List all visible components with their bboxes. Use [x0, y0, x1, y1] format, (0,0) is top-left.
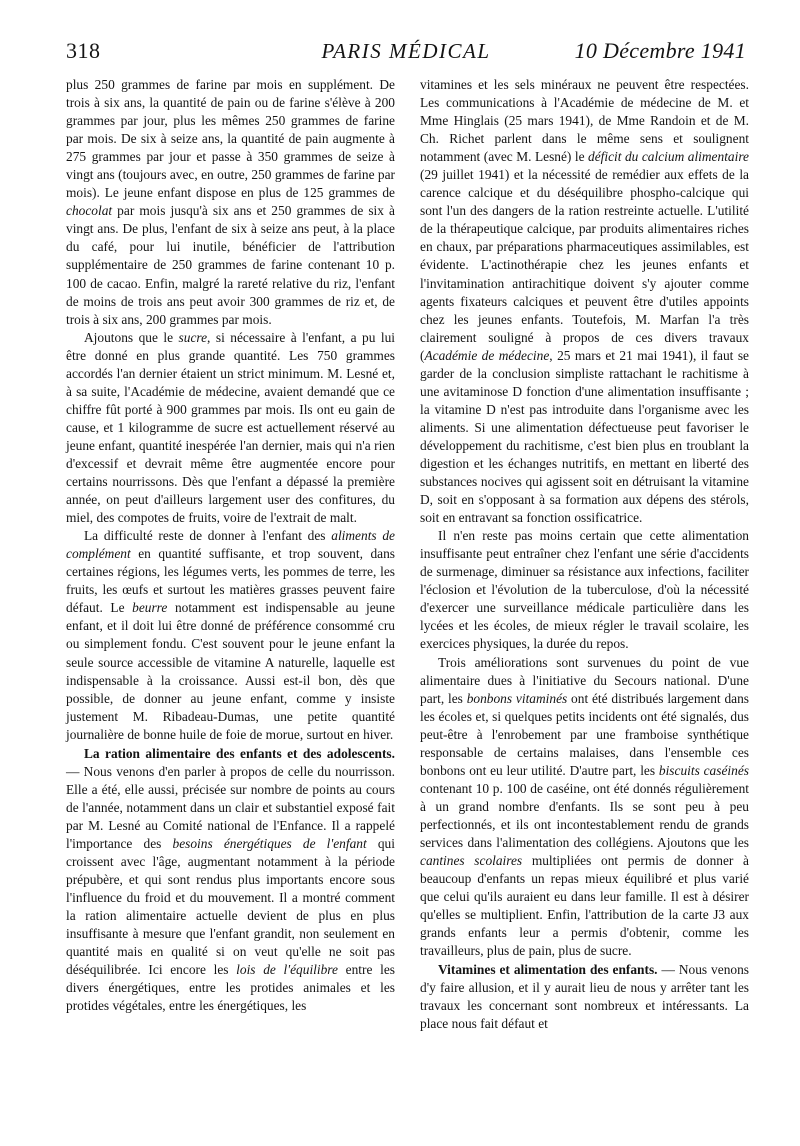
text-run: plus 250 grammes de farine par mois en supplément. De trois à six ans, la quantité de pain ou de farine s'élève à 200 grammes par jour, plus les mêmes 250 grammes de farine par mois. De six à seize ans, la quantité de pain augmente à 275 grammes par jour et passe à 350 grammes de seize à vingt ans (toujours avec, en outre, 250 grammes de farine par mois). Le jeune enfant dispose en plus de 125 grammes de	[66, 77, 395, 201]
text-run: La difficulté reste de donner à l'enfant des	[84, 528, 332, 544]
text-run: entre les divers énergétiques, entre les protides animales et les protides végétales, entre les énergétiques, les	[66, 962, 395, 1014]
italic-term: déficit du calcium alimentaire	[588, 149, 749, 165]
text-run: ont été distribués largement dans les écoles et, si quelques petits incidents ont été signalés, dus peut-être à l'enrobement par une framboise synthétique responsable de certains malaises, dans l'ensemble ces bonbons ont eu leur utilité. D'autre part, les	[420, 690, 749, 778]
text-run: — Nous venons d'en parler à propos de celle du nourrisson. Elle a été, elle aussi, précisée sur nombre de points au cours de l'année, notamment dans un clair et substantiel exposé fait par M. Lesné au Comité national de l'Enfance. Il a rappelé l'importance des	[66, 763, 395, 851]
text-run: (29 juillet 1941) et la nécessité de remédier aux effets de la carence calcique et du déséquilibre phospho-calcique qui sont l'un des dangers de la ration restreinte actuelle. L'utilité de la thérapeutique calcique, par produits alimentaires riches en chaux, par préparations pharmaceutiques assimilables, est évidente. L'actinothérapie chez les jeunes enfants et l'invitamination antirachitique doivent s'y ajouter comme agents fixateurs calciques et peuvent être d'utiles appoints chez les jeunes enfants. Toutefois, M. Marfan l'a très clairement souligné à propos de ces divers travaux (	[420, 167, 749, 363]
text-run: Il n'en reste pas moins certain que cette alimentation insuffisante peut entraîner chez l'enfant une série d'accidents de surmenage, diminuer sa résistance aux infections, faciliter l'éclosion et l'évolution de la tuberculose, d'où la nécessité d'exercer une surveillance médicale particulière dans les lycées et les écoles, de mieux régler le travail scolaire, les exercices physiques, la durée du repos.	[420, 528, 749, 652]
text-run: multipliées ont permis de donner à beaucoup d'enfants un repas mieux équilibré et plus varié que celui qu'ils auraient eu dans leur famille. Il est à désirer qu'elles se multiplient. Enfin, l'attribution de la carte J3 aux grands enfants leur a permis d'obtenir, comme les travailleurs, plus de pain, plus de sucre.	[420, 853, 749, 959]
italic-term: biscuits caséinés	[658, 762, 749, 778]
paragraph	[420, 527, 749, 653]
issue-date: 10 Décembre 1941	[574, 38, 746, 63]
text-run: vitamines et les sels minéraux ne peuvent être respectées. Les communications à l'Académie de médecine de M. et Mme Hinglais (25 mars 1941), de Mme Randoin et de M. Ch. Richet parlent dans le même sens et soulignent notamment (avec M. Lesné) le	[420, 77, 749, 165]
text-run: Trois améliorations sont survenues du point de vue alimentaire dues à l'initiative du Secours national. D'une part, les	[420, 654, 749, 706]
journal-title: PARIS MÉDICAL	[321, 39, 491, 63]
text-run: qui croissent avec l'âge, augmentant notamment à la période prépubère, et qui sont rendus plus importants encore sous l'influence du froid et du mouvement. Il a montré comment la ration alimentaire actuelle devient de plus en plus insuffisante à mesure que l'enfant grandit, non seulement en quantité mais en qualité si on veut qu'elle ne soit pas déséquilibrée. Ici encore les	[66, 835, 395, 978]
text-run: — Nous venons d'y faire allusion, et il y aurait lieu de nous y arrêter tant les travaux les concernant sont nombreux et intéressants. La place nous fait défaut et	[420, 962, 749, 1032]
text-run: en quantité suffisante, et trop souvent, dans certaines régions, les légumes verts, les pommes de terre, les fruits, les œufs et surtout les matières grasses peuvent faire défaut. Le	[66, 546, 395, 616]
page-header	[66, 38, 746, 68]
italic-term: beurre	[132, 600, 168, 616]
italic-term: chocolat	[66, 203, 113, 219]
italic-term: besoins énergétiques de l'enfant	[172, 835, 367, 851]
text-run: Ajoutons que le	[84, 329, 179, 345]
italic-term: lois de l'équilibre	[236, 962, 338, 978]
section-paragraph	[420, 961, 749, 1033]
text-run: contenant 10 p. 100 de caséine, ont été donnés régulièrement à un grand nombre d'enfants. Ils se sont peu à peu perfectionnés, et ils ont incontestablement rendu de grands services dans l'alimentation des collégiens. Ajoutons que les	[420, 780, 749, 850]
text-run: , 25 mars et 21 mai 1941), il faut se garder de la conclusion simpliste rattachant le rachitisme à une avitaminose D fonction d'une alimentation insuffisante ; la vitamine D n'est pas introduite dans l'organisme avec les aliments. Si une alimentation défectueuse peut favoriser le développement du rachitisme, c'est bien plus en troublant la digestion et les échanges nutritifs, en mettant en liberté des substances nocives qui agissent soit en détruisant la vitamine D, soit en s'opposant à sa formation aux dépens des stérols, soit en entravant sa fonction ossificatrice.	[420, 347, 749, 526]
section-heading: La ration alimentaire des enfants et des adolescents.	[84, 745, 395, 761]
right-column	[420, 76, 749, 1033]
section-paragraph	[66, 745, 395, 1016]
paragraph	[66, 527, 395, 744]
paragraph	[66, 76, 395, 329]
italic-term: sucre	[178, 329, 208, 345]
paragraph	[420, 76, 749, 527]
left-column	[66, 76, 395, 1015]
section-heading: Vitamines et alimentation des enfants.	[438, 962, 658, 978]
italic-term: aliments de complément	[66, 528, 395, 562]
italic-term: cantines scolaires	[420, 853, 523, 869]
page-number: 318	[66, 38, 101, 63]
paragraph	[66, 329, 395, 528]
text-run: , si nécessaire à l'enfant, a pu lui être donné en plus grande quantité. Les 750 grammes accordés l'an dernier étaient un strict minimum. M. Lesné et, à sa suite, l'Académie de médecine, avaient demandé que ce chiffre fût porté à 900 grammes par mois. Ils ont eu gain de cause, et 1 kilogramme de sucre est actuellement réservé au jeune enfant, quantité inespérée l'an dernier, mais qui n'a rien d'excessif et devrait même être augmentée encore pour certains nourrissons. Dès que l'enfant a dépassé la première année, on peut d'ailleurs largement user des confitures, du miel, des compotes de fruits, voire de l'extrait de malt.	[66, 329, 395, 526]
italic-term: Académie de médecine	[424, 347, 550, 363]
paragraph	[420, 654, 749, 961]
text-run: par mois jusqu'à six ans et 250 grammes de six à vingt ans. De plus, l'enfant de six à seize ans peut, à la place du café, pour lui inutile, bénéficier de l'attribution supplémentaire de 250 grammes de farine contenant 10 p. 100 de cacao. Enfin, malgré la rareté relative du riz, l'enfant de moins de trois ans peut avoir 300 grammes de riz et, de trois à six ans, 200 grammes par mois.	[66, 203, 395, 327]
text-run: notamment est indispensable au jeune enfant, et il doit lui être donné de préférence consommé cru ou simplement fondu. C'est souvent pour le jeune enfant la seule source accessible de vitamine A naturelle, laquelle est indispensable à la croissance. Aussi est-il bon, dès que possible, de donner au jeune enfant, comme y insiste justement M. Ribadeau-Dumas, une petite quantité journalière de bonne huile de foie de morue, surtout en hiver.	[66, 600, 396, 742]
italic-term: bonbons vitaminés	[466, 690, 568, 706]
